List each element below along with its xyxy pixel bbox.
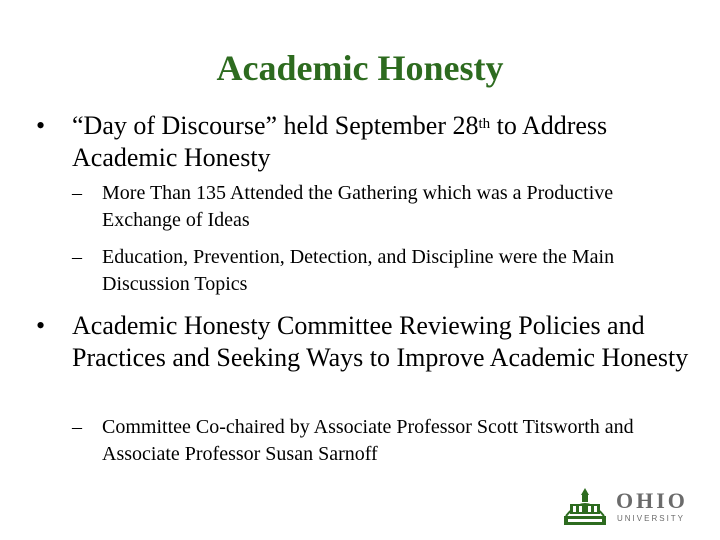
sub-bullet-text: Committee Co-chaired by Associate Professor Scott Titsworth and Associate Professor Susan Sarnoff [102,416,634,465]
sub-bullet-text: Education, Prevention, Detection, and Discipline were the Main Discussion Topics [102,246,615,295]
ohio-university-seal-icon [560,486,610,528]
sub-bullet-text: More Than 135 Attended the Gathering which was a Productive Exchange of Ideas [102,182,614,231]
bullet-text-part: “Day of Discourse” held September 28 [72,111,479,140]
ohio-university-logo [560,486,690,528]
ordinal-suffix: th [478,116,491,132]
bullet-text: Academic Honesty Committee Reviewing Policies and Practices and Seeking Ways to Improve Academic Honesty [72,311,689,372]
bullet-text [72,110,692,174]
sub-bullet-marker: – [72,246,82,268]
bullet-marker: • [36,311,46,340]
bullet-marker: • [36,111,46,140]
sub-bullet-marker: – [72,416,82,438]
logo-wordmark: OHIO [616,488,688,513]
logo-subtitle: UNIVERSITY [617,514,686,523]
slide-title: Academic Honesty [216,48,504,88]
bullet-text-part: to Address Academic Honesty [72,111,608,172]
sub-bullet-marker: – [72,182,82,204]
